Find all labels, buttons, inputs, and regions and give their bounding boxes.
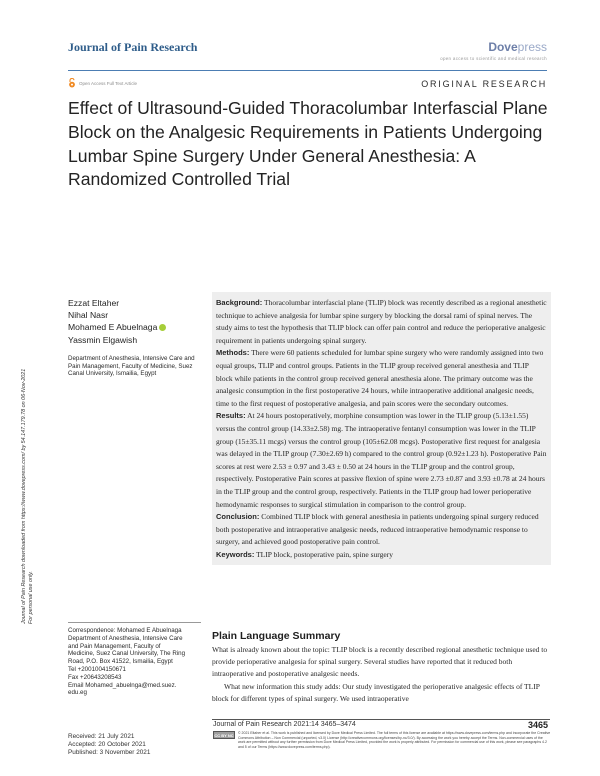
correspondence-email[interactable]: edu.eg <box>68 689 87 697</box>
author-name[interactable] <box>68 297 166 309</box>
plain-language-title: Plain Language Summary <box>212 630 341 642</box>
open-access-label: Open Access Full Text Article <box>79 80 137 86</box>
article-type: ORIGINAL RESEARCH <box>421 79 547 89</box>
conclusion-text: Combined TLIP block with general anesthesia in patients undergoing spinal surgery reduced both postoperative and intraoperative analgesic needs, reduced intraoperative hemodynamic response to surgery, and achieved good postoperative pain control. <box>216 512 539 547</box>
correspondence-line: Medicine, Suez Canal University, The Ring <box>68 650 186 658</box>
watermark-line-1: Journal of Pain Research downloaded from https://www.dovepress.com/ by 54.147.179.78 on 06-Nov-2021 <box>21 368 27 624</box>
header-rule <box>68 70 547 71</box>
correspondence-line: and Pain Management, Faculty of <box>68 642 161 650</box>
author-name-text: Nihal Nasr <box>68 310 109 321</box>
plain-language-body <box>212 644 551 705</box>
abstract-keywords <box>216 549 547 562</box>
download-watermark <box>21 154 45 624</box>
license-text: © 2021 Eltaher et al. This work is published and licensed by Dove Medical Press Limited. The full terms of this license are available at https://www.dovepress.com/terms.php and incorporate the Creative Commons Attribution – Non Commercial (unported, v3.0) License (http://creativecommons.org/licenses/by-nc/3.0/). By accessing the work you hereby accept the Terms. Non-commercial uses of the work are permitted without any further permission from Dove Medical Press Limited, provided the work is properly attributed. For permission for commercial use of this work, please see paragraphs 4.2 and 5 of our Terms (https://www.dovepress.com/terms.php). <box>238 731 551 749</box>
plain-language-paragraph: What new information this study adds: Our study investigated the perioperative analgesic effects of TLIP block for different types of spinal surgery. We used intraoperative <box>212 681 540 703</box>
keywords-text: TLIP block, postoperative pain, spine surgery <box>256 549 393 559</box>
author-affiliation: Department of Anesthesia, Intensive Care and Pain Management, Faculty of Medicine, Suez Canal University, Ismailia, Egypt <box>68 355 195 378</box>
author-name[interactable] <box>68 334 166 346</box>
abstract-methods <box>216 347 547 410</box>
publisher-logo-main: Dove <box>488 40 518 54</box>
published-date: Published: 3 November 2021 <box>68 749 151 757</box>
correspondence-rule <box>68 622 201 623</box>
publisher-logo-light: press <box>517 40 547 54</box>
background-label: Background: <box>216 298 263 307</box>
orcid-icon[interactable] <box>159 324 166 331</box>
publisher-tagline: open access to scientific and medical research <box>440 56 547 61</box>
methods-label: Methods: <box>216 348 250 358</box>
correspondence-email[interactable]: Email Mohamed_abuelnga@med.suez. <box>68 681 177 689</box>
correspondence-line: Tel +2001004150671 <box>68 665 126 673</box>
abstract-box <box>212 292 551 565</box>
author-list <box>68 297 166 346</box>
abstract-background <box>216 297 547 347</box>
background-text: Thoracolumbar interfascial plane (TLIP) block was recently described as a regional anesthetic technique to achieve analgesia for lumbar spine surgery by blocking the dorsal rami of spinal nerves. The study aims to test the hypothesis that TLIP block can offer pain control and reduce the perioperative analgesic requirement in patients undergoing spinal surgery. <box>216 298 547 345</box>
cc-license-icon[interactable]: CC BY NC <box>214 732 234 738</box>
received-date: Received: 21 July 2021 <box>68 733 135 740</box>
conclusion-label: Conclusion: <box>216 512 260 522</box>
author-name-text: Ezzat Eltaher <box>68 298 120 308</box>
page-number: 3465 <box>527 720 548 730</box>
article-title: Effect of Ultrasound-Guided Thoracolumbar Interfascial Plane Block on the Analgesic Requirements in Patients Undergoing Lumbar Spine Surgery Under General Anesthesia: A Randomized Controlled Trial <box>68 98 548 190</box>
correspondence-block <box>68 627 206 697</box>
author-name[interactable] <box>68 321 166 333</box>
plain-language-paragraph: What is already known about the topic: TLIP block is a recently described regional anesthetic technique used to provide perioperative analgesia for spinal surgery. Several studies have reported that it reduced both intraoperative and postoperative analgesic needs. <box>212 645 548 679</box>
correspondence-line: Road, P.O. Box 41522, Ismailia, Egypt <box>68 658 173 666</box>
journal-name[interactable]: Journal of Pain Research <box>68 40 198 54</box>
footer-citation[interactable]: Journal of Pain Research 2021:14 3465–3474 <box>213 721 356 728</box>
footer-rule <box>212 719 550 720</box>
article-dates <box>68 733 150 757</box>
author-name[interactable] <box>68 309 166 321</box>
author-name-text: Mohamed E Abuelnaga <box>68 322 158 333</box>
correspondence-line: Fax +20643208543 <box>68 673 122 681</box>
correspondence-line: Correspondence: Mohamed E Abuelnaga <box>68 627 182 634</box>
author-name-text: Yassmin Elgawish <box>68 334 138 345</box>
abstract-conclusion <box>216 511 547 549</box>
open-access-lock-icon <box>68 78 76 88</box>
results-label: Results: <box>216 411 246 421</box>
results-text: At 24 hours postoperatively, morphine consumption was lower in the TLIP group (5.13±1.55) versus the control group (14.33±2.58) mg. The intraoperative fentanyl consumption was lower in the TLIP group (15±35.11 mcgs) versus the control group (105±62.08 mcgs). Postoperative first request for analgesia was delayed in the TLIP group (7.30±2.69 h) compared to the control group (0.92±1.23 h). Postoperative Pain scores at rest were 2.53 ± 0.97 and 3.43 ± 0.50 at 24 hours in the TLIP group and the control group, respectively. Postoperative Pain scores at passive flexion of spine were 2.73 ±0.87 and 3.93 ±0.78 at 24 hours in the TLIP group and the control group, respectively. Patients in the TLIP group had lower perioperative hemodynamic responses to surgical stimulation in comparison to the control group. <box>216 411 547 509</box>
license-block <box>213 731 551 749</box>
watermark-line-2: For personal use only. <box>28 571 35 624</box>
abstract-results <box>216 410 547 511</box>
correspondence-line: Department of Anesthesia, Intensive Care <box>68 634 183 642</box>
methods-text: There were 60 patients scheduled for lumbar spine surgery who were randomly assigned into two equal groups, TLIP and control groups. Patients in the TLIP group received general anesthesia and TLIP block while patients in the control group received general anesthesia alone. The primary outcome was the analgesic consumption in the first postoperative 24 hours, while intraoperative additional analgesic needs, time to the first request of postoperative analgesia, and pain scores were the secondary outcomes. <box>216 348 544 408</box>
accepted-date: Accepted: 20 October 2021 <box>68 741 146 749</box>
open-access-badge <box>68 78 137 88</box>
keywords-label: Keywords: <box>216 549 255 559</box>
publisher-logo[interactable] <box>488 40 547 54</box>
